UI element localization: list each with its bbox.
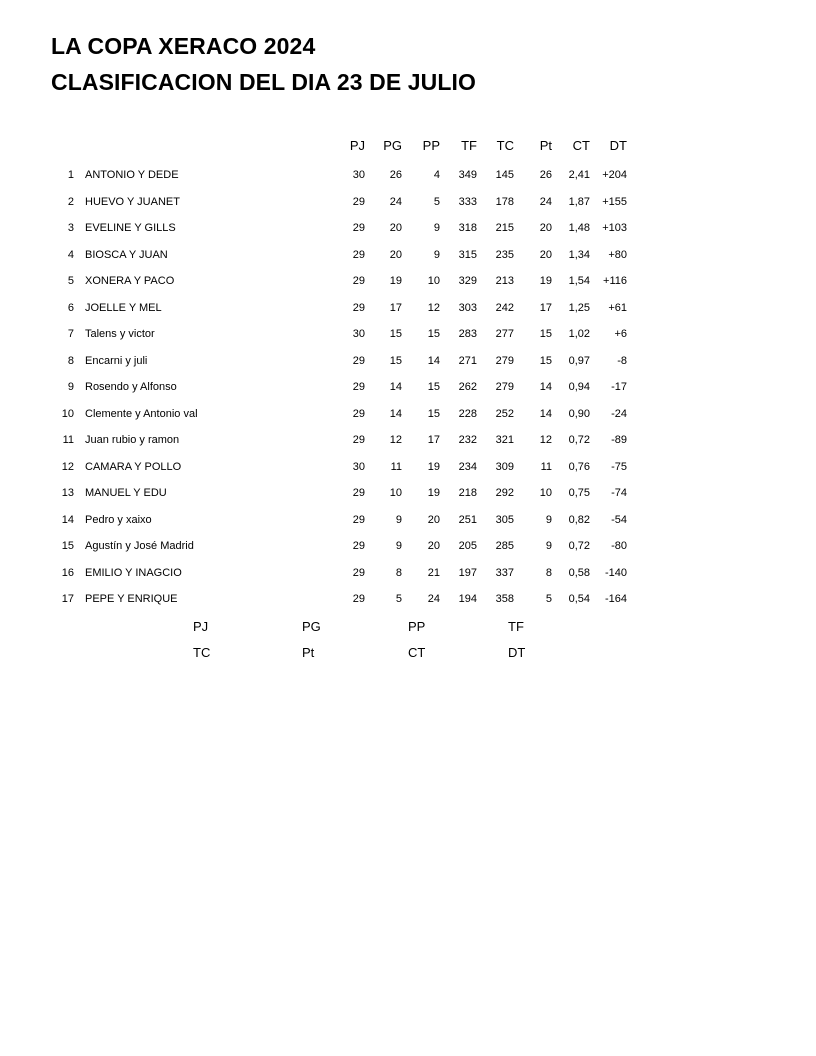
ct-cell: 0,54 [568, 593, 590, 605]
table-row [0, 483, 816, 503]
table-row [0, 536, 816, 556]
table-row [0, 165, 816, 185]
dt-cell: +204 [602, 169, 627, 181]
pt-cell: 20 [539, 222, 552, 234]
position-cell: 1 [67, 169, 74, 181]
tf-cell: 271 [458, 354, 477, 367]
column-header-ct: CT [572, 138, 590, 153]
tc-cell: 213 [495, 275, 514, 287]
team-name-cell: EVELINE Y GILLS [85, 222, 176, 234]
dt-cell: -75 [611, 460, 627, 473]
legend-item: PP [408, 619, 426, 634]
position-cell: 3 [67, 222, 74, 234]
table-row [0, 377, 816, 397]
pj-cell: 29 [352, 248, 365, 261]
tf-cell: 283 [458, 328, 477, 340]
ct-cell: 0,58 [568, 566, 590, 579]
team-name-cell: JOELLE Y MEL [85, 301, 162, 314]
position-cell: 12 [61, 460, 74, 473]
position-cell: 2 [67, 195, 74, 208]
position-cell: 13 [61, 487, 74, 499]
team-name-cell: PEPE Y ENRIQUE [85, 593, 178, 605]
pp-cell: 4 [433, 169, 440, 181]
table-row [0, 271, 816, 291]
pj-cell: 30 [352, 460, 365, 473]
pp-cell: 19 [427, 460, 440, 473]
pp-cell: 20 [427, 540, 440, 552]
table-header-row [0, 136, 816, 156]
tc-cell: 358 [495, 593, 514, 605]
pp-cell: 15 [427, 381, 440, 393]
pp-cell: 15 [427, 407, 440, 420]
legend-item: TC [193, 645, 211, 660]
column-header-pg: PG [383, 138, 402, 153]
table-row [0, 589, 816, 609]
pg-cell: 15 [389, 354, 402, 367]
pg-cell: 9 [395, 540, 402, 552]
pj-cell: 29 [352, 566, 365, 579]
ct-cell: 1,02 [568, 328, 590, 340]
position-cell: 4 [67, 248, 74, 261]
pg-cell: 26 [389, 169, 402, 181]
position-cell: 8 [67, 354, 74, 367]
tf-cell: 318 [458, 222, 477, 234]
tf-cell: 194 [458, 593, 477, 605]
legend-item: PJ [193, 619, 209, 634]
legend-item: DT [508, 645, 526, 660]
team-name-cell: EMILIO Y INAGCIO [85, 566, 182, 579]
tf-cell: 232 [458, 434, 477, 446]
dt-cell: -164 [604, 593, 627, 605]
pp-cell: 19 [427, 487, 440, 499]
pj-cell: 29 [352, 434, 365, 446]
pt-cell: 12 [539, 434, 552, 446]
team-name-cell: CAMARA Y POLLO [85, 460, 182, 473]
tc-cell: 305 [495, 513, 514, 526]
tc-cell: 337 [495, 566, 514, 579]
tf-cell: 218 [458, 487, 477, 499]
team-name-cell: MANUEL Y EDU [85, 487, 167, 499]
pg-cell: 24 [389, 195, 402, 208]
team-name-cell: Agustín y José Madrid [85, 540, 194, 552]
pj-cell: 29 [352, 593, 365, 605]
pj-cell: 29 [352, 222, 365, 234]
tf-cell: 228 [458, 407, 477, 420]
pg-cell: 8 [395, 566, 402, 579]
team-name-cell: Clemente y Antonio val [85, 407, 198, 420]
team-name-cell: ANTONIO Y DEDE [85, 169, 179, 181]
pt-cell: 9 [545, 540, 552, 552]
column-header-dt: DT [609, 138, 627, 153]
pp-cell: 15 [427, 328, 440, 340]
tc-cell: 215 [495, 222, 514, 234]
team-name-cell: Pedro y xaixo [85, 513, 152, 526]
dt-cell: -17 [611, 381, 627, 393]
ct-cell: 0,82 [568, 513, 590, 526]
tc-cell: 277 [495, 328, 514, 340]
position-cell: 7 [67, 328, 74, 340]
pj-cell: 29 [352, 301, 365, 314]
pt-cell: 5 [545, 593, 552, 605]
ct-cell: 1,87 [568, 195, 590, 208]
pp-cell: 9 [433, 248, 440, 261]
team-name-cell: BIOSCA Y JUAN [85, 248, 168, 261]
tc-cell: 285 [495, 540, 514, 552]
pg-cell: 19 [389, 275, 402, 287]
position-cell: 11 [62, 434, 74, 446]
dt-cell: +155 [602, 195, 627, 208]
pj-cell: 29 [352, 513, 365, 526]
pg-cell: 10 [389, 487, 402, 499]
tf-cell: 315 [458, 248, 477, 261]
pj-cell: 29 [352, 487, 365, 499]
dt-cell: -74 [611, 487, 627, 499]
pj-cell: 29 [352, 540, 365, 552]
column-header-pj: PJ [349, 138, 365, 153]
ct-cell: 0,72 [568, 540, 590, 552]
team-name-cell: XONERA Y PACO [85, 275, 175, 287]
table-row [0, 245, 816, 265]
dt-cell: -140 [604, 566, 627, 579]
legend-item: PG [302, 619, 321, 634]
ct-cell: 0,72 [568, 434, 590, 446]
position-cell: 10 [61, 407, 74, 420]
pp-cell: 21 [427, 566, 440, 579]
table-row [0, 430, 816, 450]
tc-cell: 321 [495, 434, 514, 446]
pt-cell: 15 [539, 328, 552, 340]
pg-cell: 14 [389, 407, 402, 420]
table-row [0, 563, 816, 583]
dt-cell: -80 [611, 540, 627, 552]
tf-cell: 197 [458, 566, 477, 579]
dt-cell: +6 [614, 328, 627, 340]
dt-cell: +103 [602, 222, 627, 234]
tf-cell: 349 [458, 169, 477, 181]
pg-cell: 14 [389, 381, 402, 393]
column-header-pt: Pt [539, 138, 552, 153]
tc-cell: 309 [495, 460, 514, 473]
ct-cell: 0,75 [568, 487, 590, 499]
tc-cell: 279 [495, 354, 514, 367]
pp-cell: 5 [433, 195, 440, 208]
pt-cell: 19 [539, 275, 552, 287]
table-row [0, 457, 816, 477]
tc-cell: 252 [495, 407, 514, 420]
table-row [0, 351, 816, 371]
tc-cell: 145 [495, 169, 514, 181]
table-row [0, 192, 816, 212]
pg-cell: 12 [389, 434, 402, 446]
pj-cell: 29 [352, 275, 365, 287]
tf-cell: 234 [458, 460, 477, 473]
pj-cell: 29 [352, 354, 365, 367]
pp-cell: 20 [427, 513, 440, 526]
pg-cell: 11 [390, 460, 402, 473]
dt-cell: +116 [603, 275, 627, 287]
column-header-pp: PP [422, 138, 440, 153]
pt-cell: 8 [545, 566, 552, 579]
ct-cell: 1,54 [568, 275, 590, 287]
pp-cell: 17 [427, 434, 440, 446]
pj-cell: 29 [352, 407, 365, 420]
pp-cell: 9 [433, 222, 440, 234]
team-name-cell: Encarni y juli [85, 354, 148, 367]
position-cell: 16 [61, 566, 74, 579]
ct-cell: 1,48 [568, 222, 590, 234]
table-row [0, 218, 816, 238]
table-row [0, 404, 816, 424]
ct-cell: 2,41 [568, 169, 590, 181]
team-name-cell: HUEVO Y JUANET [85, 195, 180, 208]
pt-cell: 11 [540, 460, 552, 473]
pg-cell: 9 [395, 513, 402, 526]
legend-item: Pt [302, 645, 315, 660]
position-cell: 15 [61, 540, 74, 552]
dt-cell: -54 [611, 513, 627, 526]
tf-cell: 251 [458, 513, 477, 526]
pt-cell: 17 [539, 301, 552, 314]
table-row [0, 298, 816, 318]
dt-cell: -89 [611, 434, 627, 446]
dt-cell: +61 [608, 301, 627, 314]
pj-cell: 29 [352, 195, 365, 208]
tc-cell: 178 [495, 195, 514, 208]
tf-cell: 205 [458, 540, 477, 552]
tf-cell: 262 [458, 381, 477, 393]
dt-cell: -8 [617, 354, 627, 367]
position-cell: 9 [67, 381, 74, 393]
legend-item: CT [408, 645, 426, 660]
pp-cell: 14 [427, 354, 440, 367]
pg-cell: 20 [389, 222, 402, 234]
pj-cell: 29 [352, 381, 365, 393]
team-name-cell: Juan rubio y ramon [85, 434, 180, 446]
pg-cell: 5 [395, 593, 402, 605]
tc-cell: 292 [495, 487, 514, 499]
pj-cell: 30 [352, 328, 365, 340]
pp-cell: 12 [427, 301, 440, 314]
table-row [0, 324, 816, 344]
column-header-tc: TC [496, 138, 514, 153]
position-cell: 17 [61, 593, 74, 605]
ct-cell: 1,34 [568, 248, 590, 261]
pj-cell: 30 [352, 169, 365, 181]
team-name-cell: Rosendo y Alfonso [85, 381, 177, 393]
legend-item: TF [508, 619, 524, 634]
pt-cell: 24 [539, 195, 552, 208]
ct-cell: 0,97 [568, 354, 590, 367]
pg-cell: 15 [389, 328, 402, 340]
pp-cell: 10 [427, 275, 440, 287]
position-cell: 5 [67, 275, 74, 287]
ct-cell: 1,25 [568, 301, 590, 314]
dt-cell: +80 [608, 248, 627, 261]
tf-cell: 329 [458, 275, 477, 287]
pt-cell: 20 [539, 248, 552, 261]
pt-cell: 10 [539, 487, 552, 499]
team-name-cell: Talens y victor [85, 328, 155, 340]
tc-cell: 279 [495, 381, 514, 393]
ct-cell: 0,76 [568, 460, 590, 473]
pt-cell: 14 [539, 381, 552, 393]
pt-cell: 14 [539, 407, 552, 420]
column-header-tf: TF [461, 138, 477, 153]
table-row [0, 510, 816, 530]
ct-cell: 0,94 [568, 381, 590, 393]
ct-cell: 0,90 [568, 407, 590, 420]
page-title: LA COPA XERACO 2024 [51, 33, 316, 59]
pg-cell: 20 [389, 248, 402, 261]
pp-cell: 24 [427, 593, 440, 605]
tf-cell: 333 [458, 195, 477, 208]
tf-cell: 303 [458, 301, 477, 314]
dt-cell: -24 [611, 407, 627, 420]
position-cell: 14 [61, 513, 74, 526]
pt-cell: 15 [539, 354, 552, 367]
page-subtitle: CLASIFICACION DEL DIA 23 DE JULIO [51, 69, 477, 95]
pg-cell: 17 [389, 301, 402, 314]
position-cell: 6 [67, 301, 74, 314]
pt-cell: 9 [545, 513, 552, 526]
tc-cell: 235 [495, 248, 514, 261]
pt-cell: 26 [539, 169, 552, 181]
tc-cell: 242 [495, 301, 514, 314]
